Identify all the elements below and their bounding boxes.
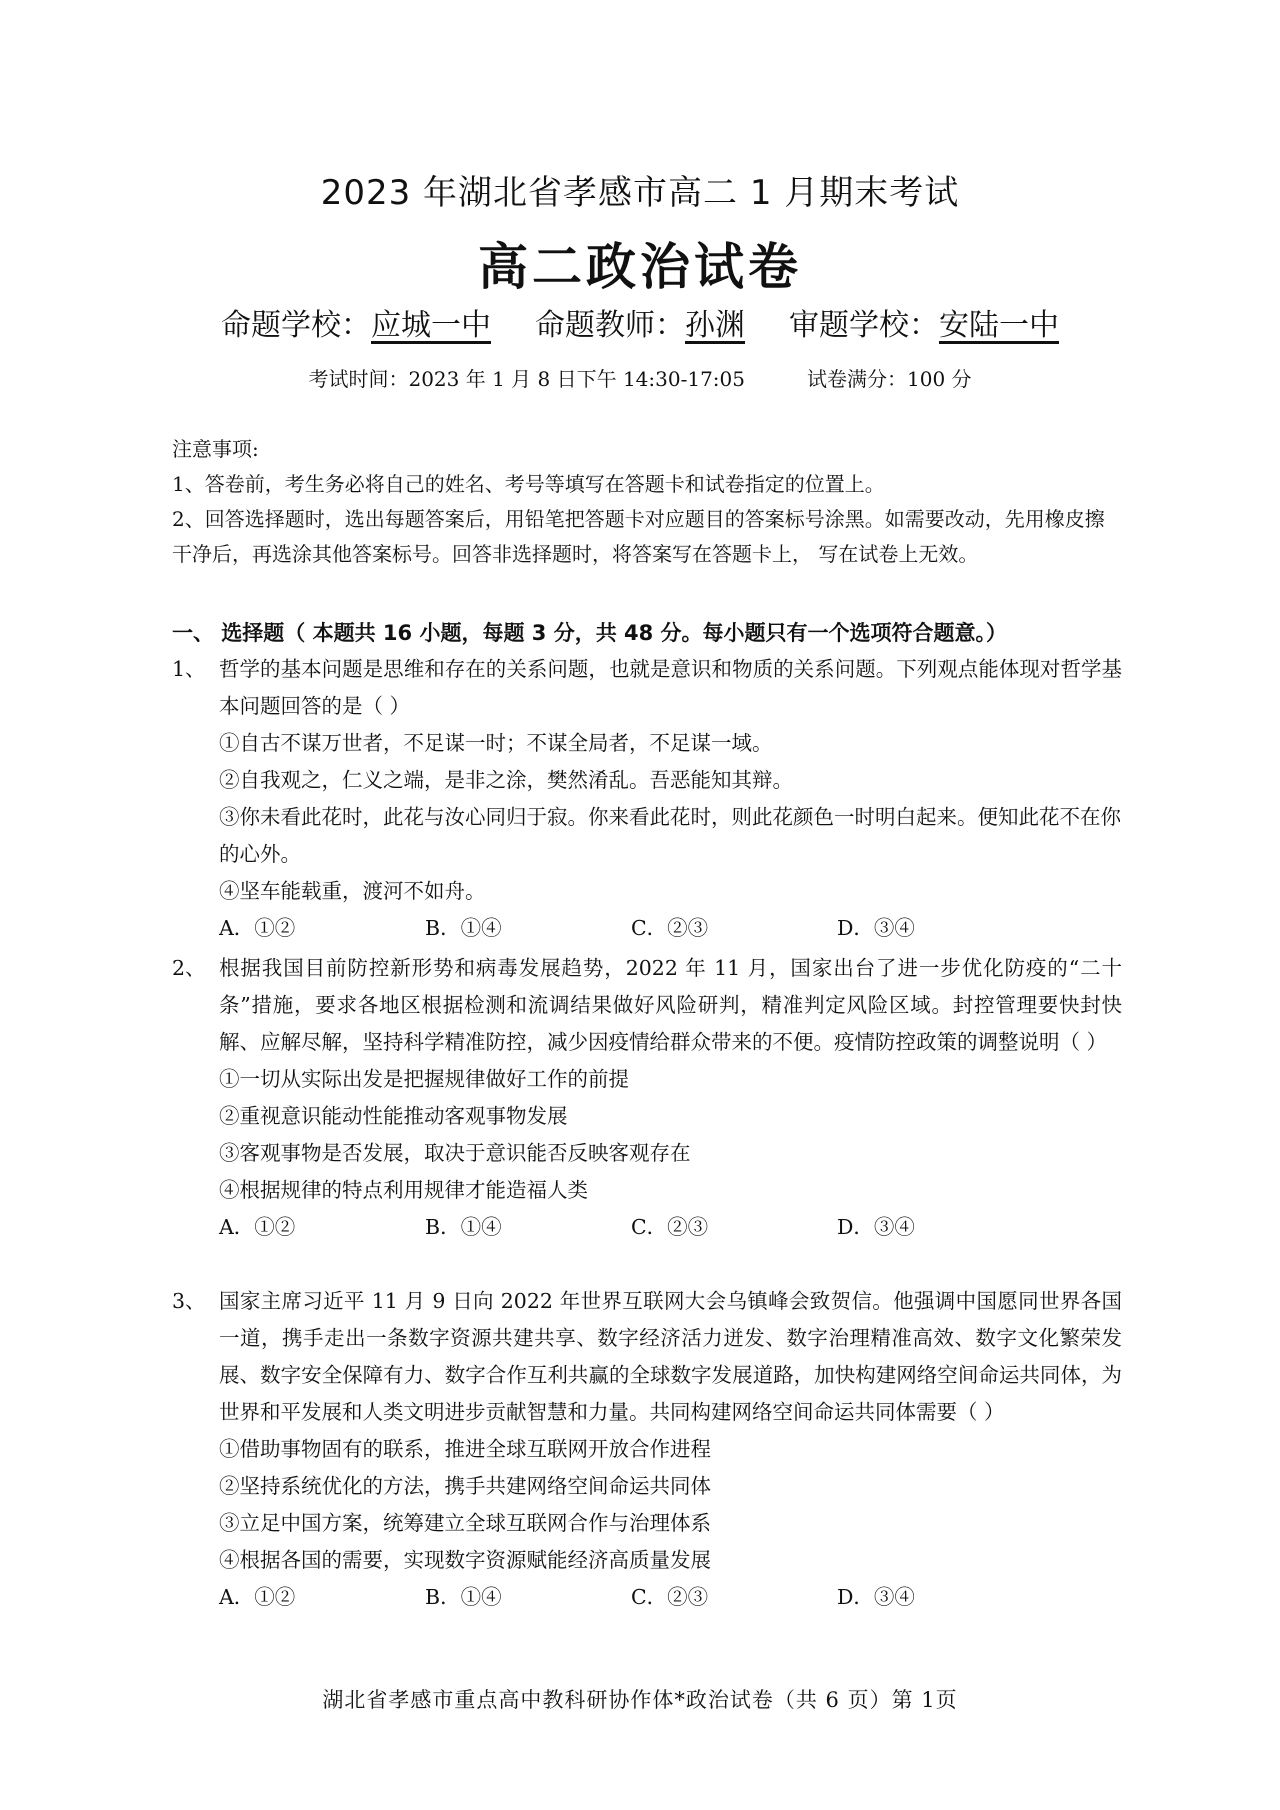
statement: ④根据规律的特点利用规律才能造福人类 xyxy=(219,1178,588,1202)
credits-row xyxy=(0,300,1280,344)
statement: ②重视意识能动性能推动客观事物发展 xyxy=(219,1104,568,1128)
choice-d: D．③④ xyxy=(837,1215,915,1239)
question-stem: 国家主席习近平 11 月 9 日向 2022 年世界互联网大会乌镇峰会致贺信。他强调中国愿同世界各国一道，携手走出一条数字资源共建共享、数字经济活力迸发、数字治理精准高效、数字文化繁荣发展、数字安全保障有力、数字合作互利共赢的全球数字发展道路，加快构建网络空间命运共同体，为世界和平发展和人类文明进步贡献智慧和力量。共同构建网络空间命运共同体需要（ ） xyxy=(219,1289,1122,1424)
choices-row xyxy=(172,910,1122,947)
statement: ①自古不谋万世者，不足谋一时；不谋全局者，不足谋一域。 xyxy=(219,731,773,755)
question-number: 3、 xyxy=(172,1289,206,1313)
choice-a: A．①② xyxy=(219,916,296,940)
choice-c: C．②③ xyxy=(631,916,709,940)
choice-b: B．①④ xyxy=(425,1215,502,1239)
choice-b: B．①④ xyxy=(425,916,502,940)
question-stem: 根据我国目前防控新形势和病毒发展趋势，2022 年 11 月，国家出台了进一步优化防疫的“二十条”措施，要求各地区根据检测和流调结果做好风险研判，精准判定风险区域。封控管理要快封快解、应解尽解，坚持科学精准防控，减少因疫情给群众带来的不便。疫情防控政策的调整说明（ ） xyxy=(219,956,1122,1054)
statement: ③立足中国方案，统筹建立全球互联网合作与治理体系 xyxy=(219,1511,711,1535)
choice-d: D．③④ xyxy=(837,916,915,940)
question-number: 2、 xyxy=(172,956,206,980)
statement: ③你未看此花时，此花与汝心同归于寂。你来看此花时，则此花颜色一时明白起来。便知此花不在你的心外。 xyxy=(219,805,1121,866)
choice-b: B．①④ xyxy=(425,1585,502,1609)
note-item: 1、答卷前，考生务必将自己的姓名、考号等填写在答题卡和试卷指定的位置上。 xyxy=(172,472,885,496)
question-2 xyxy=(172,950,1122,1246)
statement: ③客观事物是否发展，取决于意识能否反映客观存在 xyxy=(219,1141,691,1165)
credit-teacher: 命题教师：孙渊 xyxy=(535,308,745,343)
notes-block xyxy=(172,432,1122,572)
exam-supertitle: 2023 年湖北省孝感市高二 1 月期末考试 xyxy=(320,173,960,213)
page-footer: 湖北省孝感市重点高中教科研协作体*政治试卷（共 6 页）第 1页 xyxy=(322,1688,958,1712)
choices-row xyxy=(172,1579,1122,1616)
notes-heading: 注意事项: xyxy=(172,437,259,461)
question-3 xyxy=(172,1283,1122,1616)
choice-a: A．①② xyxy=(219,1585,296,1609)
full-score: 试卷满分：100 分 xyxy=(807,367,972,391)
section-heading: 一、 选择题（ 本题共 16 小题，每题 3 分，共 48 分。每小题只有一个选项符合题意。） xyxy=(172,621,1008,645)
choice-d: D．③④ xyxy=(837,1585,915,1609)
statement: ①一切从实际出发是把握规律做好工作的前提 xyxy=(219,1067,629,1091)
choice-a: A．①② xyxy=(219,1215,296,1239)
choices-row xyxy=(172,1209,1122,1246)
exam-title: 高二政治试卷 xyxy=(478,238,802,296)
choice-c: C．②③ xyxy=(631,1215,709,1239)
credit-review-school: 审题学校：安陆一中 xyxy=(789,308,1059,343)
statement: ①借助事物固有的联系，推进全球互联网开放合作进程 xyxy=(219,1437,711,1461)
statement: ②自我观之，仁义之端，是非之涂，樊然淆乱。吾恶能知其辩。 xyxy=(219,768,793,792)
exam-info-row xyxy=(0,363,1280,392)
question-number: 1、 xyxy=(172,657,206,681)
question-1 xyxy=(172,651,1122,947)
credit-school: 命题学校：应城一中 xyxy=(221,308,491,343)
question-stem: 哲学的基本问题是思维和存在的关系问题，也就是意识和物质的关系问题。下列观点能体现对哲学基本问题回答的是（ ） xyxy=(219,657,1122,718)
note-item: 2、回答选择题时，选出每题答案后，用铅笔把答题卡对应题目的答案标号涂黑。如需要改动，先用橡皮擦干净后，再选涂其他答案标号。回答非选择题时，将答案写在答题卡上， 写在试卷上无效。 xyxy=(172,507,1105,566)
exam-time: 考试时间：2023 年 1 月 8 日下午 14:30-17:05 xyxy=(308,367,745,391)
statement: ④坚车能载重，渡河不如舟。 xyxy=(219,879,486,903)
statement: ②坚持系统优化的方法，携手共建网络空间命运共同体 xyxy=(219,1474,711,1498)
choice-c: C．②③ xyxy=(631,1585,709,1609)
statement: ④根据各国的需要，实现数字资源赋能经济高质量发展 xyxy=(219,1548,711,1572)
